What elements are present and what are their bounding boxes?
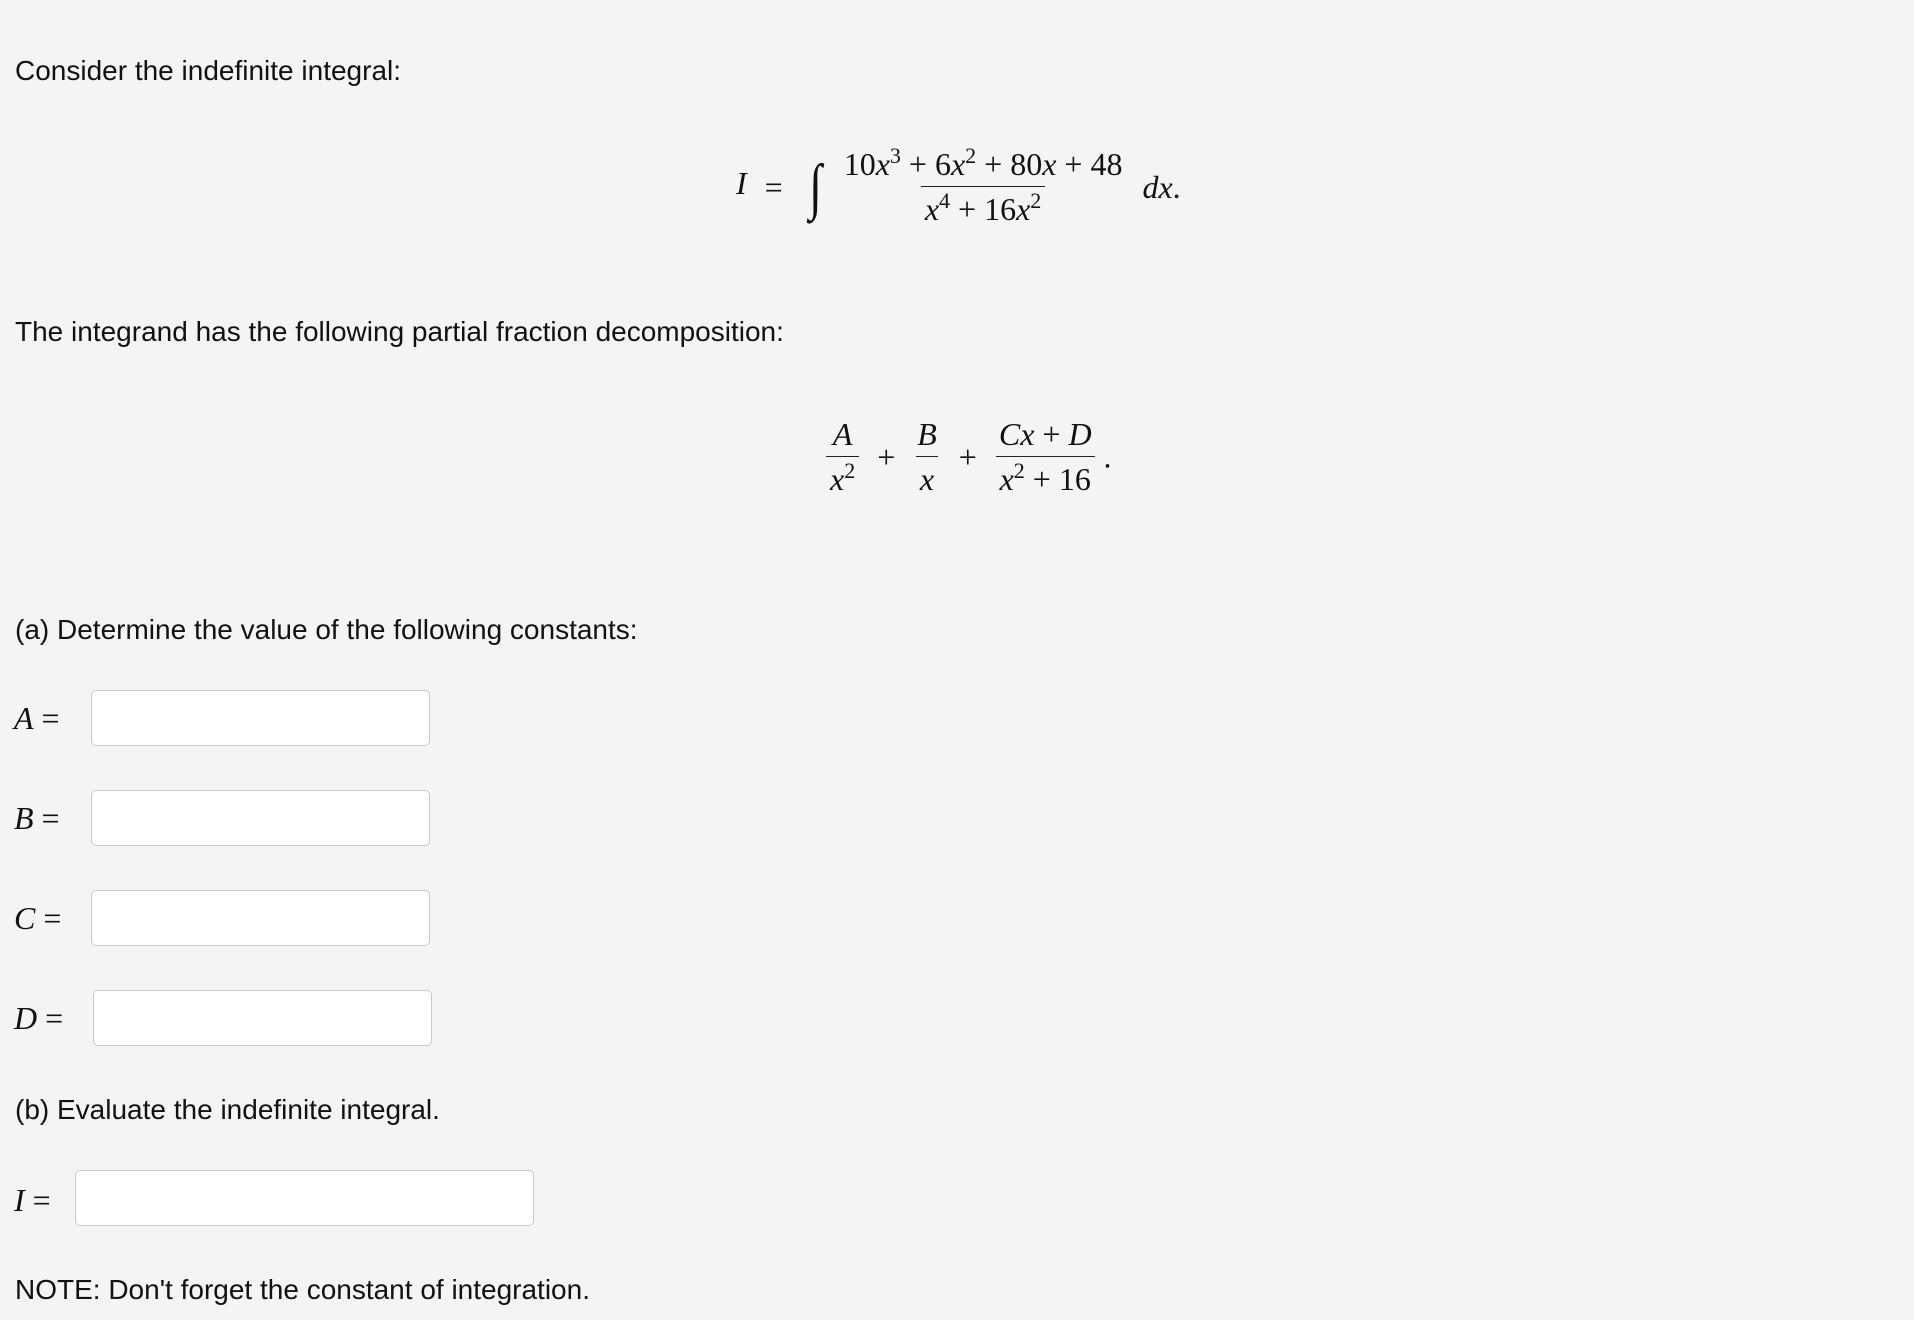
equals-sign: = xyxy=(764,168,783,205)
label-D: D = xyxy=(14,1000,64,1036)
answer-A-input[interactable] xyxy=(91,690,430,746)
label-C: C = xyxy=(14,900,62,936)
decomposition-intro-text: The integrand has the following partial fraction decomposition: xyxy=(15,316,784,347)
integral-sign-icon: ∫ xyxy=(808,152,822,221)
label-I: I = xyxy=(14,1182,51,1218)
note-text: NOTE: Don't forget the constant of integration. xyxy=(15,1274,590,1305)
label-B: B = xyxy=(14,800,60,836)
answer-B-input[interactable] xyxy=(91,790,430,846)
label-A: A = xyxy=(14,700,60,736)
answer-D-input[interactable] xyxy=(93,990,432,1046)
answer-C-input[interactable] xyxy=(91,890,430,946)
integral-equation xyxy=(736,143,1181,227)
plus-sign: + xyxy=(877,438,896,475)
fraction-Cx-plus-D: $\frac{Cx + D}{x^2 + 16}$ xyxy=(995,418,1096,495)
integrand-denominator: $x^4 + 16x^2$ xyxy=(921,186,1045,225)
answer-I-input[interactable] xyxy=(75,1170,534,1226)
part-b-text: (b) Evaluate the indefinite integral. xyxy=(15,1094,440,1125)
plus-sign: + xyxy=(958,438,977,475)
period: . xyxy=(1103,438,1112,475)
integral-lhs: I xyxy=(736,164,747,201)
part-a-text: (a) Determine the value of the following constants: xyxy=(15,614,638,645)
differential: dx. xyxy=(1142,168,1181,205)
intro-text: Consider the indefinite integral: xyxy=(15,55,402,86)
integrand-numerator: $10x^3 + 6x^2 + 80x + 48$ xyxy=(843,143,1123,182)
integrand-fraction xyxy=(840,143,1127,227)
decomposition-equation xyxy=(826,418,1112,495)
fraction-B-over-x: $\frac{B}{x}$ xyxy=(917,416,937,497)
fraction-A-over-x2: $\frac{A}{x^2}$ xyxy=(826,418,859,495)
